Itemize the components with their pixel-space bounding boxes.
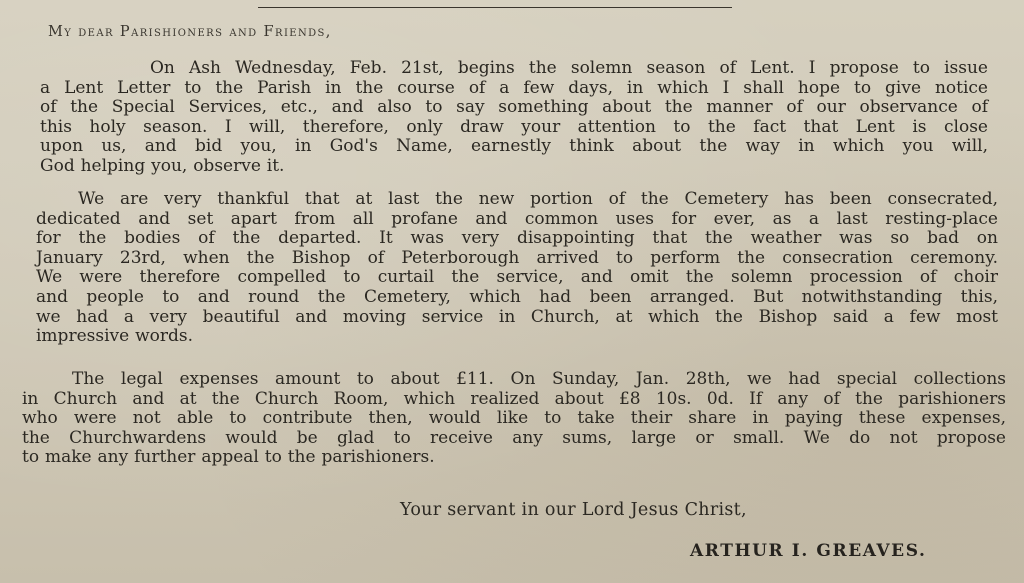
paragraph-legal-expenses bbox=[22, 370, 1006, 468]
text-line: impressive words. bbox=[36, 326, 194, 347]
text-line: January 23rd, when the Bishop of Peterborough arrived to perform the consecration ceremony. bbox=[36, 247, 998, 268]
text-line: God helping you, observe it. bbox=[40, 155, 285, 176]
text-line: to make any further appeal to the parishioners. bbox=[22, 447, 435, 468]
closing-line: Your servant in our Lord Jesus Christ, bbox=[400, 500, 747, 520]
text-line: a Lent Letter to the Parish in the course of a few days, in which I shall hope to give notice bbox=[40, 77, 988, 98]
text-line: of the Special Services, etc., and also to say something about the manner of our observance of bbox=[40, 97, 988, 118]
text-line: who were not able to contribute then, would like to take their share in paying these expenses, bbox=[22, 408, 1006, 429]
paragraph-cemetery bbox=[36, 190, 998, 347]
text-line: the Churchwardens would be glad to receive any sums, large or small. We do not propose bbox=[22, 427, 1006, 448]
text-line: dedicated and set apart from all profane and common uses for ever, as a last resting-place bbox=[36, 208, 998, 229]
text-line: upon us, and bid you, in God's Name, earnestly think about the way in which you will, bbox=[40, 136, 988, 157]
text-line: we had a very beautiful and moving service in Church, at which the Bishop said a few most bbox=[36, 306, 998, 327]
signature: ARTHUR I. GREAVES. bbox=[690, 541, 927, 561]
text-line: this holy season. I will, therefore, only draw your attention to the fact that Lent is close bbox=[40, 116, 988, 137]
text-line: The legal expenses amount to about £11. On Sunday, Jan. 28th, we had special collections bbox=[72, 369, 1006, 389]
text-line: in Church and at the Church Room, which realized about £8 10s. 0d. If any of the parishioners bbox=[22, 388, 1006, 409]
salutation: My dear Parishioners and Friends, bbox=[48, 24, 332, 40]
text-line: We are very thankful that at last the new portion of the Cemetery has been consecrated, bbox=[78, 189, 998, 209]
paragraph-ash-wednesday bbox=[40, 59, 988, 177]
text-line: On Ash Wednesday, Feb. 21st, begins the solemn season of Lent. I propose to issue bbox=[150, 58, 988, 78]
top-rule bbox=[258, 7, 732, 8]
text-line: for the bodies of the departed. It was very disappointing that the weather was so bad on bbox=[36, 228, 998, 249]
text-line: and people to and round the Cemetery, which had been arranged. But notwithstanding this, bbox=[36, 286, 998, 307]
text-line: We were therefore compelled to curtail the service, and omit the solemn procession of choir bbox=[36, 267, 998, 288]
